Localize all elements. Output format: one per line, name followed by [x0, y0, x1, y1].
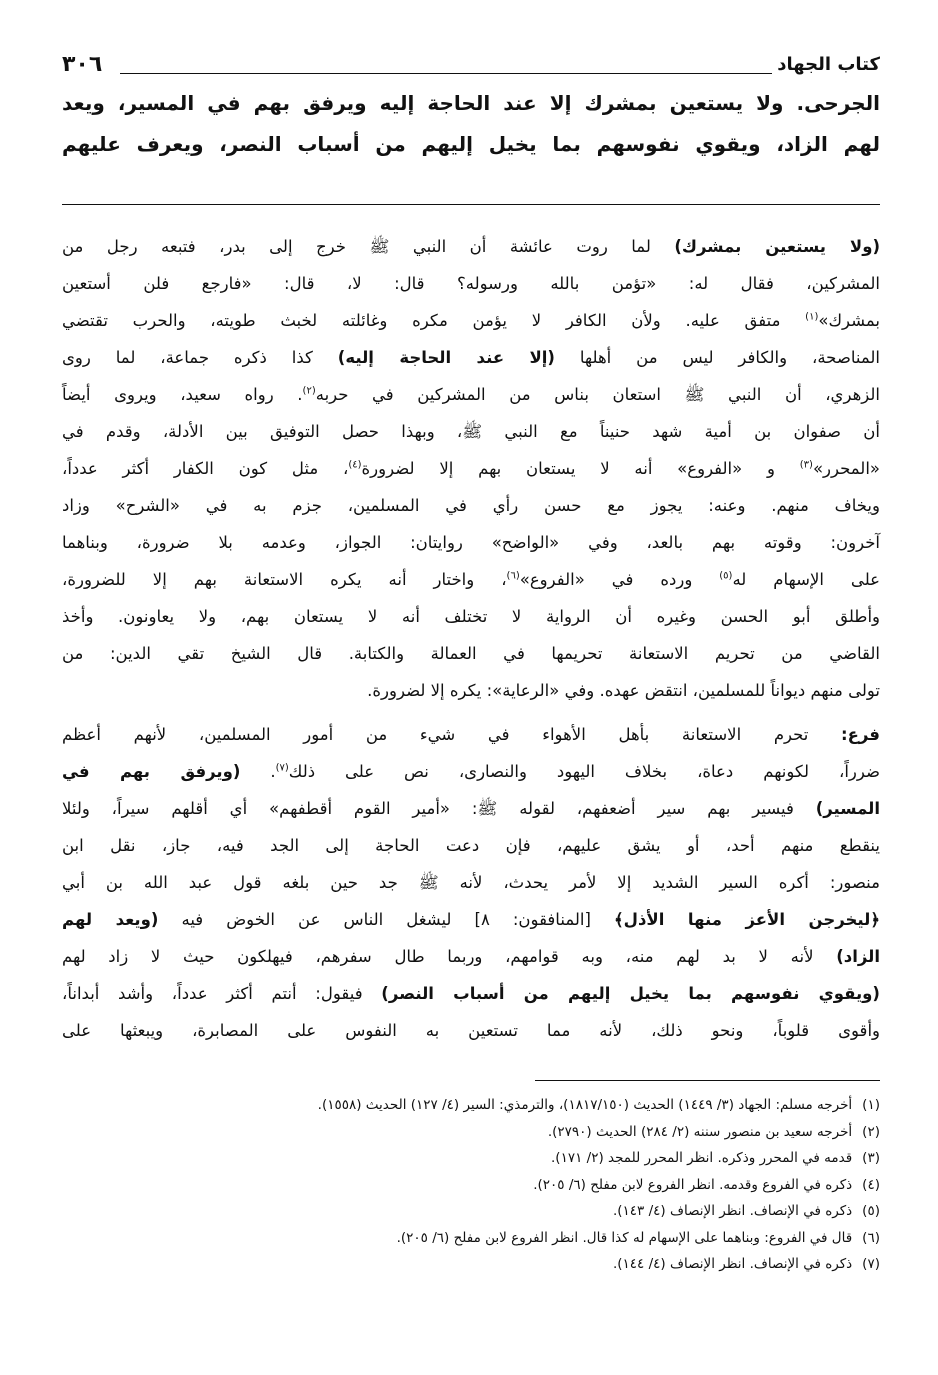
text-line — [62, 565, 880, 595]
text-line — [62, 128, 880, 160]
text-line — [62, 528, 880, 558]
text-segment: ينقطع منهم أحد، أو يشق عليهم، فإن دعت الحاجة إلى الجد فيه، جاز، نقل ابن — [62, 836, 880, 855]
text-segment: لما روت عائشة أن النبي ﷺ خرج إلى بدر، فتبعه رجل من — [62, 237, 675, 256]
text-segment: ويخاف منهم. وعنه: يجوز مع حسن رأي في المسلمين، جزم به في «الشرح» وزاد — [62, 496, 880, 515]
text-line — [62, 491, 880, 521]
footnote-reference: (٤) — [348, 459, 362, 471]
footnote-text: ذكره في الفروع وقدمه. انظر الفروع لابن مفلح (٦/ ٢٠٥). — [533, 1176, 853, 1193]
header-rule — [120, 73, 772, 74]
text-line — [62, 306, 880, 336]
bold-text-segment: الزاد) — [836, 947, 880, 966]
text-line — [62, 942, 880, 972]
footnote-number: (١) — [862, 1097, 880, 1113]
text-segment: ، واختار أنه يكره الاستعانة بهم إلا للضرورة، — [62, 570, 507, 589]
footnote-text: قال في الفروع: وبناهما على الإسهام له كذا قال. انظر الفروع لابن مفلح (٦/ ٢٠٥). — [396, 1229, 853, 1246]
bold-text-segment: (إلا عند الحاجة إليه) — [337, 348, 555, 367]
text-line — [62, 343, 880, 373]
footnote — [318, 1094, 880, 1116]
text-segment: المشركين، فقال له: «تؤمن بالله ورسوله؟ قال: لا، قال: «فارجع فلن أستعين — [62, 274, 880, 293]
footnote-number: (٢) — [862, 1123, 880, 1140]
text-line — [62, 720, 880, 750]
text-line — [62, 417, 880, 447]
footnote-reference: (٣) — [799, 459, 813, 471]
text-segment: وأطلق أبو الحسن وغيره أن الرواية لا تختلف أنه لا يستعان بهم، ولا يعاونون. وأخذ — [62, 607, 880, 626]
page-header — [62, 52, 880, 82]
text-line — [62, 454, 880, 484]
bold-text-segment: ﴿ليخرجن الأعز منها الأذل﴾ — [613, 910, 881, 929]
footnote-number: (٦) — [862, 1229, 880, 1246]
text-line — [62, 232, 880, 262]
text-line — [62, 1016, 880, 1046]
text-segment: ، مثل كون الكفار أكثر عدداً، — [62, 459, 349, 478]
text-segment: و «الفروع» أنه لا يستعان بهم إلا لضرورة — [361, 459, 800, 478]
bold-text-segment: فرع: — [841, 725, 880, 744]
text-line — [62, 676, 880, 706]
text-segment: . رواه سعيد، ويروى أيضاً — [62, 385, 303, 404]
footnote-number: (٥) — [862, 1203, 880, 1219]
footnote-reference: (٥) — [719, 570, 733, 582]
text-segment: بمشرك» — [818, 311, 880, 330]
text-line — [62, 868, 880, 898]
text-segment: لهم الزاد، ويقوي نفوسهم بما يخيل إليهم من أسباب النصر، ويعرف عليهم — [62, 132, 880, 156]
text-line — [62, 639, 880, 669]
footnote-reference: (٦) — [506, 570, 520, 582]
footnote-reference: (٢) — [302, 385, 316, 397]
footnote-number: (٣) — [862, 1150, 880, 1166]
text-segment: تولى منهم ديواناً للمسلمين، انتقض عهده. وفي «الرعاية»: يكره إلا لضرورة. — [367, 681, 880, 700]
footnote — [613, 1200, 880, 1222]
text-segment: . — [240, 762, 276, 781]
text-segment: أن صفوان بن أمية شهد حنيناً مع النبي ﷺ، وبهذا حصل التوفيق بين الأدلة، وقدم في — [62, 422, 880, 441]
footnote — [548, 1121, 880, 1143]
chapter-title: كتاب الجهاد — [777, 54, 880, 75]
page-number: ٣٠٦ — [62, 52, 103, 77]
text-segment: الزهري، أن النبي ﷺ استعان بناس من المشركين في حربه — [315, 385, 880, 404]
main-text-divider — [62, 204, 880, 205]
text-line — [62, 905, 880, 935]
text-line — [62, 87, 880, 119]
text-segment: على الإسهام له — [732, 570, 880, 589]
text-line — [62, 794, 880, 824]
text-line — [62, 831, 880, 861]
text-segment: منصور: أكره السير الشديد إلا لأمر يحدث، لأنه ﷺ جد حين بلغه قول عبد الله بن أبي — [62, 873, 880, 892]
bold-text-segment: (ويعد لهم — [62, 910, 159, 929]
text-segment: تحرم الاستعانة بأهل الأهواء في شيء من أمور المسلمين، لأنهم أعظم — [62, 725, 842, 744]
text-segment: ضرراً، لكونهم دعاة، بخلاف اليهود والنصارى، نص على ذلك — [288, 762, 881, 781]
text-segment: [المنافقون: ٨] ليشغل الناس عن الخوض فيه — [158, 910, 614, 929]
text-line — [62, 602, 880, 632]
text-line — [62, 380, 880, 410]
bold-text-segment: (ولا يستعين بمشرك) — [674, 237, 880, 256]
footnote-text: قدمه في المحرر وذكره. انظر المحرر للمجد (٢/ ١٧١). — [551, 1150, 853, 1166]
bold-text-segment: المسير) — [815, 799, 880, 818]
footnote — [397, 1227, 880, 1249]
footnote-text: ذكره في الإنصاف. انظر الإنصاف (٤/ ١٤٣). — [612, 1203, 853, 1219]
text-segment: فيقول: أنتم أكثر عدداً، وأشد أبداناً، — [62, 984, 382, 1003]
text-segment: «المحرر» — [812, 459, 881, 478]
text-line — [62, 757, 880, 787]
footnote — [613, 1253, 880, 1275]
text-segment: القاضي من تحريم الاستعانة تحريمها في العمالة والكتابة. قال الشيخ تقي الدين: من — [62, 644, 880, 663]
footnote-number: (٤) — [862, 1176, 880, 1193]
text-segment: متفق عليه. ولأن الكافر لا يؤمن مكره وغائلته لخبث طويته، والحرب تقتضي — [62, 311, 806, 330]
footnote-number: (٧) — [862, 1256, 880, 1272]
footnote-reference: (٧) — [275, 762, 289, 774]
text-segment: الجرحى. ولا يستعين بمشرك إلا عند الحاجة إليه ويرفق بهم في المسير، ويعد — [62, 91, 880, 115]
text-segment: ورده في «الفروع» — [519, 570, 720, 589]
bold-text-segment: (ويقوي نفوسهم بما يخيل إليهم من أسباب النصر) — [381, 984, 880, 1003]
footnote-text: ذكره في الإنصاف. انظر الإنصاف (٤/ ١٤٤). — [612, 1256, 853, 1272]
text-segment: آخرون: وقوته بهم بالعد، وفي «الواضح» روايتان: الجواز، وعدمه بلا ضرورة، وبناهما — [62, 533, 880, 552]
text-segment: وأقوى قلوباً، ونحو ذلك، لأنه مما تستعين به النفوس على المصابرة، ويبعثها على — [62, 1021, 880, 1040]
text-segment: لأنه لا بد لهم منه، وبه قوامهم، وربما طال سفرهم، فيهلكون حيث لا زاد لهم — [62, 947, 837, 966]
bold-text-segment: (ويرفق بهم في — [62, 762, 241, 781]
footnote — [551, 1147, 880, 1169]
text-line — [62, 269, 880, 299]
text-segment: فيسير بهم سير أضعفهم، لقوله ﷺ: «أمير القوم أقطفهم» أي أقلهم سيراً، ولئلا — [62, 799, 816, 818]
footnote-text: أخرجه مسلم: الجهاد (٣/ ١٤٤٩) الحديث (١٨١٧/١٥٠)، والترمذي: السير (٤/ ١٢٧) الحديث (١٥٥٨). — [317, 1097, 853, 1113]
text-segment: كذا ذكره جماعة، لما روى — [62, 348, 338, 367]
footnote-text: أخرجه سعيد بن منصور سننه (٢/ ٢٨٤) الحديث (٢٧٩٠). — [547, 1123, 853, 1140]
footnote-reference: (١) — [805, 311, 819, 323]
footnote-divider — [535, 1080, 880, 1081]
text-segment: المناصحة، والكافر ليس من أهلها — [554, 348, 880, 367]
text-line — [62, 979, 880, 1009]
footnote — [533, 1174, 880, 1196]
